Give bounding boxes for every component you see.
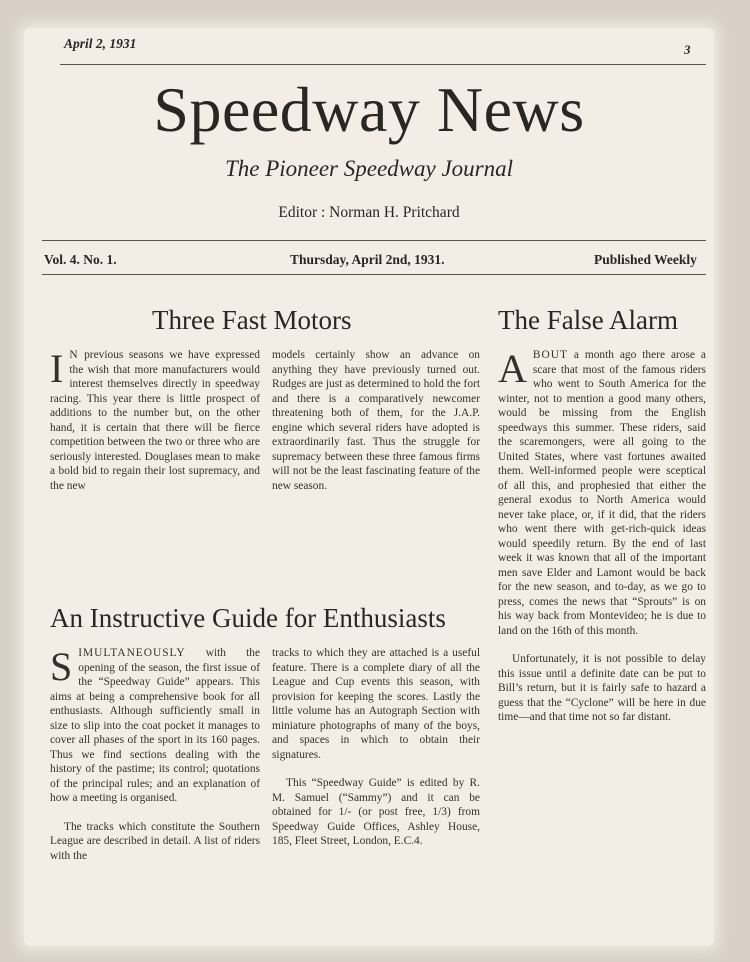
motors-col1-text: previous seasons we have expressed the wish that more manufacturers would interest themselves directly in speedway racing. This year there is little prospect of additions to the number but, on the other hand, it is certain that there will be fierce competition between the two or three who are seriously interested. Douglases mean to make a bold bid to regain their lost supremacy, and the new xyxy=(50,349,260,492)
alarm-lead-word: BOUT xyxy=(532,349,568,361)
volume-number: Vol. 4. No. 1. xyxy=(44,252,117,267)
article-alarm-col xyxy=(498,348,706,725)
article-title-guide: An Instructive Guide for Enthusiasts xyxy=(50,603,446,633)
article-motors-col1 xyxy=(50,348,260,493)
guide-col1-p2: The tracks which constitute the Southern League are described in detail. A list of riders with the xyxy=(50,820,260,862)
masthead-subtitle: The Pioneer Speedway Journal xyxy=(224,156,514,181)
infobar-bottom-rule xyxy=(42,274,706,275)
article-title-motors: Three Fast Motors xyxy=(152,305,352,335)
dropcap-alarm: A xyxy=(498,346,527,391)
article-title-alarm: The False Alarm xyxy=(498,305,678,335)
publication-frequency: Published Weekly xyxy=(594,252,697,267)
header-rule xyxy=(60,64,706,65)
article-guide-col1 xyxy=(50,646,260,863)
guide-col2-p2: This “Speedway Guide” is edited by R. M. Samuel (“Sammy”) and it can be obtained for 1/- (or post free, 1/3) from Speedway Guide Offices, Ashley House, 185, Fleet Street, London, E.C.4. xyxy=(272,777,480,847)
guide-col2-p1: tracks to which they are attached is a useful feature. There is a complete diary of all the League and Cup events this season, with provision for keeping the scores. Lastly the little volume has an Autograph Section with miniature photographs of many of the boys, and spaces in which to obtain their signatures. xyxy=(272,647,480,761)
dropcap-guide: S xyxy=(50,644,73,689)
header-date: April 2, 1931 xyxy=(64,36,137,51)
alarm-p1: a month ago there arose a scare that most of the famous riders who went to South America for the winter, not to mention a good many others, would be missing from the English speedways this summer. These riders, said the scaremongers, were all going to the United States, where vast fortunes awaited them. Well-informed people were sceptical of all this, and prophesied that either the general exodus to North America would never take place, or, if it did, that the riders who went there with get-rich-quick ideas would speedily return. By the end of last week it was known that all of the important men save Elder and Lamont would be back for the new season, and to-day, as we go to press, comes the news that “Sprouts” is on his way back from Montevideo; he is due to land on the 16th of this month. xyxy=(498,349,706,637)
article-motors-col2 xyxy=(272,348,480,493)
issue-date: Thursday, April 2nd, 1931. xyxy=(290,252,445,267)
motors-lead-word: N xyxy=(69,349,79,361)
masthead-title: Speedway News xyxy=(153,74,585,145)
guide-col1-p1: with the opening of the season, the first issue of the “Speedway Guide” appears. This aims at being a comprehensive book for all enthusiasts. Although sufficiently small in size to slip into the coat pocket it manages to cover all phases of the sport in its 160 pages. Thus we find sections dealing with the history of the pastime; its control; quotations of the principal rules; and an explanation of how a meeting is organised. xyxy=(50,647,260,804)
newspaper-page xyxy=(24,28,714,946)
alarm-p2: Unfortunately, it is not possible to delay this issue until a definite date can be put to Bill’s return, but it is fairly safe to hazard a guess that the “Cyclone” will be here in due time—and that time not so far distant. xyxy=(498,653,706,723)
page-number: 3 xyxy=(684,42,691,57)
dropcap-motors: I xyxy=(50,346,64,391)
editor-line: Editor : Norman H. Pritchard xyxy=(278,204,460,221)
motors-col2-text: models certainly show an advance on anything they have previously turned out. Rudges are just as determined to hold the fort and there is a comparatively newcomer threatening both of them, for the J.A.P. engine which several riders have adopted is extraordinarily fast. Thus the struggle for supremacy between these three famous firms will not be the least fascinating feature of the new season. xyxy=(272,349,480,492)
guide-lead-word: IMULTANEOUSLY xyxy=(78,647,186,659)
article-guide-col2 xyxy=(272,646,480,849)
infobar-top-rule xyxy=(42,240,706,241)
